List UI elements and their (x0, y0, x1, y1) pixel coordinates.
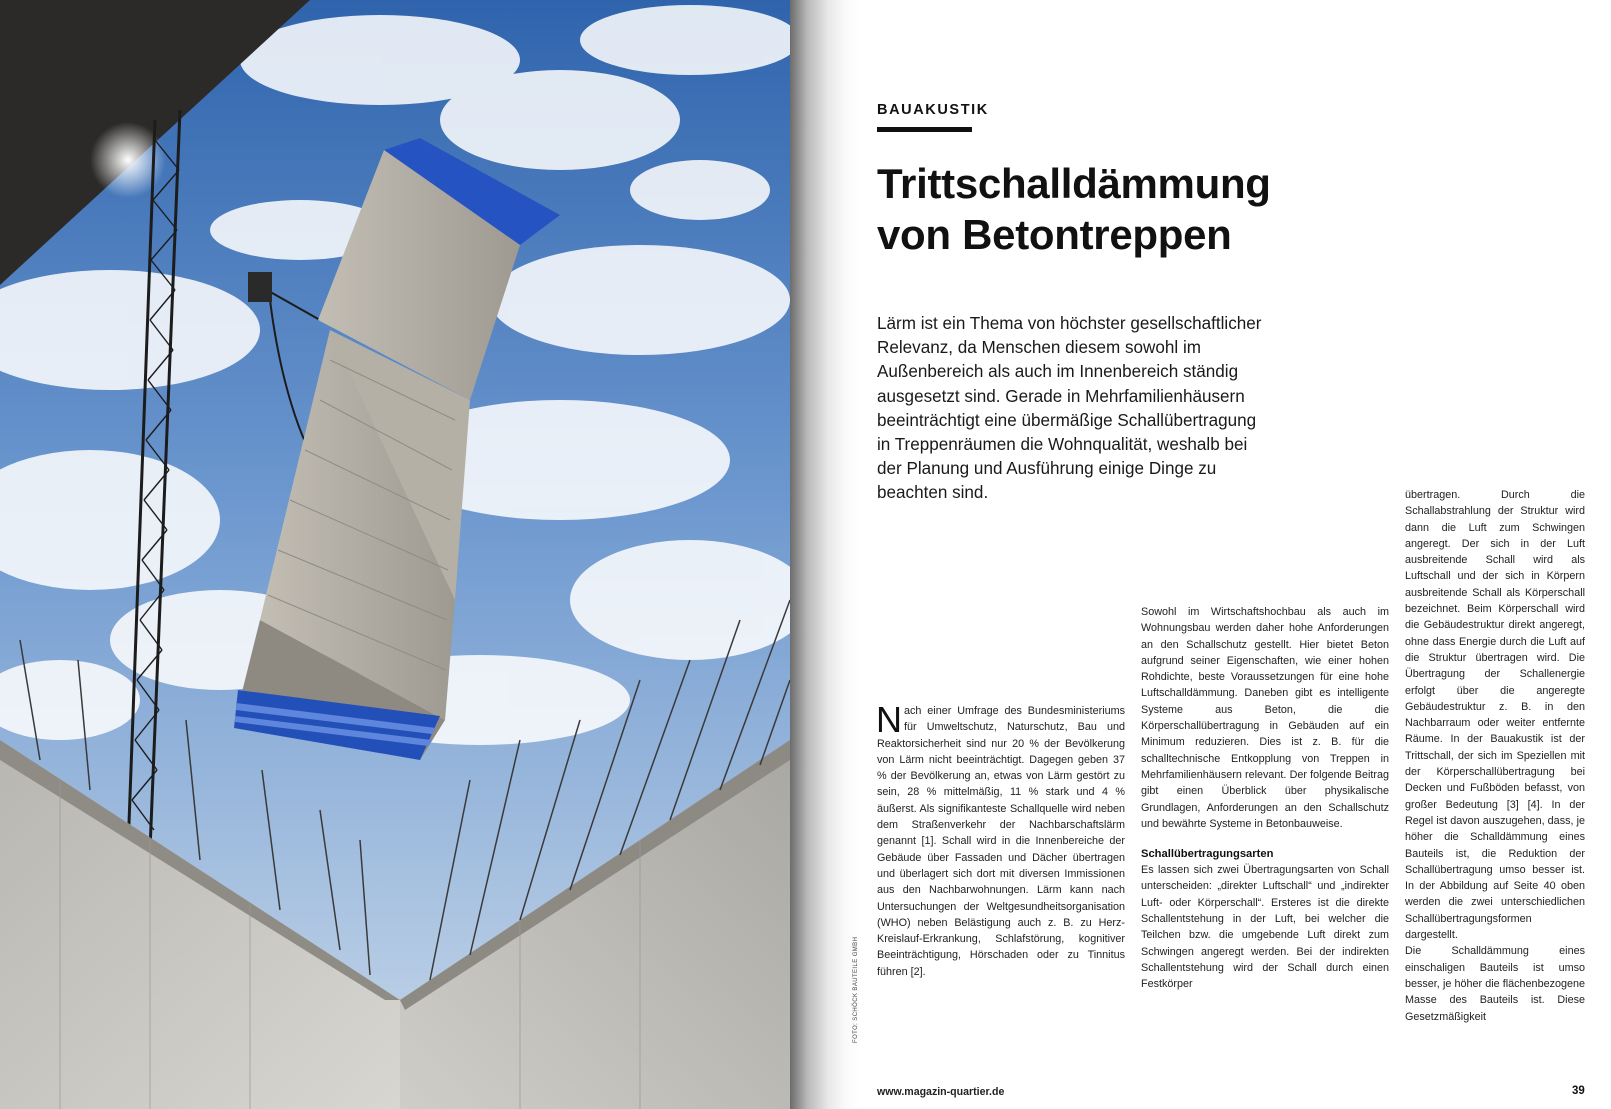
drop-cap: N (876, 699, 902, 740)
page-gutter (790, 0, 860, 1109)
subheading: Schallübertragungsarten (1141, 848, 1274, 861)
body-paragraph: übertragen. Durch die Schallabstrahlung der Struktur wird dann die Luft zum Schwingen angeregt. Der sich in der Luft ausbreitende Schall wird als Luftschall und der sich in Körpern ausbreitende Schall als Körperschall bezeichnet. Beim Körperschall wird die Gebäudestruktur direkt angeregt, ohne dass Energie durch die Luft auf die Struktur übertragen wird. Die Übertragung der Schallenergie erfolgt über die angeregte Gebäudestruktur z. B. in den Nachbarraum oder weiter entfernte Räume. In der Bauakustik ist der Trittschall, der sich im Speziellen mit der Körperschallübertragung bei Decken und Fußböden befasst, von großer Bedeutung [3] [4]. In der Regel ist davon auszugehen, dass, je höher die Schalldämmung eines Bauteils ist, die Reduktion der Schallübertragung umso besser ist. In der Abbildung auf Seite 40 oben werden die zwei unterschiedlichen Schallübertragungsformen dargestellt. (1405, 489, 1585, 942)
body-paragraph: Die Schalldämmung eines einschaligen Bauteils ist umso besser, je höher die flächenbezogene Masse des Bauteils ist. Diese Gesetzmäßigkeit (1405, 945, 1585, 1023)
staircase-photo (0, 0, 790, 1109)
lead-paragraph: Lärm ist ein Thema von höchster gesellschaftlicher Relevanz, da Menschen diesem sowohl im Außenbereich als auch im Innenbereich ständig ausgesetzt sind. Gerade in Mehrfamilienhäusern beeinträchtigt eine übermäßige Schallübertragung in Treppenräumen die Wohnqualität, weshalb bei der Planung und Ausführung einige Dinge zu beachten sind. (877, 314, 1262, 503)
body-paragraph (876, 699, 1125, 980)
body-paragraph: Sowohl im Wirtschaftshochbau als auch im Wohnungsbau werden daher hohe Anforderungen an den Schallschutz gestellt. Hier bietet Beton aufgrund seiner Eigenschaften, wie einer hohen Rohdichte, beste Voraussetzungen für eine hohe Luftschalldämmung. Daneben gibt es intelligente Systeme aus Beton, die die Körperschallübertragung in Gebäuden auf ein Minimum reduzieren. Dies ist z. B. für die schalltechnische Entkopplung von Treppen in Mehrfamilienhäusern relevant. Der folgende Beitrag gibt einen Überblick über physikalische Grundlagen, Anforderungen an den Schallschutz und bewährte Systeme in Betonbauweise. (1141, 606, 1389, 830)
title-line-2: von Betontreppen (877, 211, 1232, 258)
photo-credit: FOTO: SCHÖCK BAUTEILE GMBH (853, 936, 859, 1043)
footer-url: www.magazin-quartier.de (877, 1086, 1005, 1098)
body-paragraph: Es lassen sich zwei Übertragungsarten von Schall unterscheiden: „direkter Luftschall“ und „indirekter Luft- oder Körperschall“. Ersteres ist die direkte Schallentstehung in der Luft, bei welcher die Teilchen bzw. die umgebende Luft direkt zum Schwingen angeregt werden. Bei der indirekten Schallentstehung wird der Schall durch einen Festkörper (1141, 864, 1389, 991)
page-number: 39 (1572, 1085, 1585, 1097)
article-title (877, 158, 1271, 260)
title-line-1: Trittschalldämmung (877, 160, 1271, 207)
section-rule (877, 127, 972, 132)
body-column-2 (1141, 604, 1389, 993)
section-label: BAUAKUSTIK (877, 102, 989, 118)
body-column-1 (876, 699, 1125, 980)
paragraph-text: ach einer Umfrage des Bundesministeriums für Umweltschutz, Naturschutz, Bau und Reaktorsicherheit sind nur 20 % der Bevölkerung von Lärm nicht beeinträchtigt. Dagegen geben 37 % der Bevölkerung an, etwas von Lärm gestört zu sein, 28 % mittelmäßig, 11 % stark und 4 % äußerst. Als signifikanteste Schallquelle wird neben dem Straßenverkehr der Nachbarschaftslärm genannt [1]. Schall wird in die Innenbereiche der Gebäude über Fassaden und Dächer übertragen und überlagert sich dort mit diversen Immissionen aus den Nachbarwohnungen. Lärm kann nach Untersuchungen der Weltgesundheitsorganisation (WHO) neben Belästigung auch z. B. zu Herz-Kreislauf-Erkrankung, Schlafstörung, kognitiver Beeinträchtigung, Hörschaden oder zu Tinnitus führen [2]. (877, 705, 1125, 978)
body-column-3 (1405, 487, 1585, 1025)
